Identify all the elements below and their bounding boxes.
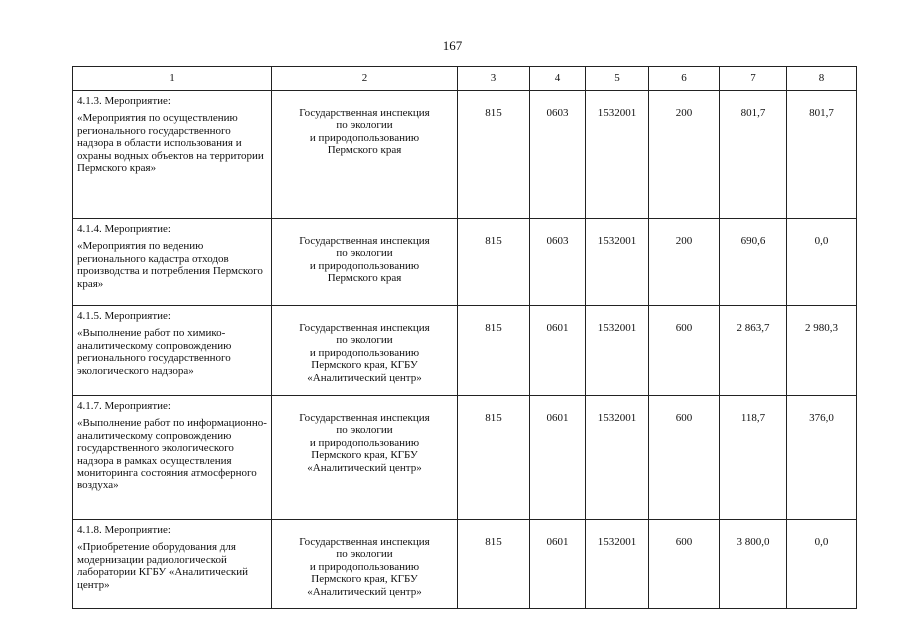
amount-col7: 118,7	[720, 396, 787, 520]
executor-line: Государственная инспекция	[299, 107, 430, 119]
grbs-code: 815	[458, 219, 530, 306]
executor-line: по экологии	[336, 119, 393, 132]
target-article-code: 1532001	[586, 219, 649, 306]
header-cell: 8	[787, 67, 857, 91]
measure-description: «Выполнение работ по информационно-аналитическому сопровождению государственного экологического надзора в рамках осуществления мониторинга состояния атмосферного воздуха»	[77, 417, 267, 492]
amount-col7: 3 800,0	[720, 520, 787, 609]
header-row	[73, 67, 857, 91]
executor-cell	[272, 396, 458, 520]
executor-line: Пермского края	[327, 272, 402, 285]
executor-line: по экологии	[336, 548, 393, 561]
executor-line: Пермского края	[327, 144, 402, 157]
executor-line: Пермского края, КГБУ	[311, 359, 418, 372]
executor-line: Государственная инспекция	[299, 536, 430, 548]
measure-title: 4.1.5. Мероприятие:	[77, 310, 171, 322]
section-code: 0601	[530, 306, 586, 396]
target-article-code: 1532001	[586, 306, 649, 396]
expense-type-code: 200	[649, 91, 720, 219]
target-article-code: 1532001	[586, 520, 649, 609]
executor-cell	[272, 91, 458, 219]
header-cell: 7	[720, 67, 787, 91]
executor-line: и природопользованию	[309, 560, 420, 573]
amount-col8: 0,0	[787, 520, 857, 609]
executor-cell	[272, 306, 458, 396]
executor-line: по экологии	[336, 334, 393, 347]
measure-title: 4.1.7. Мероприятие:	[77, 400, 171, 412]
table-row	[73, 91, 857, 219]
expense-type-code: 600	[649, 306, 720, 396]
section-code: 0603	[530, 91, 586, 219]
table-row	[73, 396, 857, 520]
expense-type-code: 600	[649, 396, 720, 520]
measure-cell	[73, 219, 272, 306]
section-code: 0603	[530, 219, 586, 306]
section-code: 0601	[530, 520, 586, 609]
measure-title: 4.1.4. Мероприятие:	[77, 223, 171, 235]
amount-col7: 2 863,7	[720, 306, 787, 396]
header-cell: 2	[272, 67, 458, 91]
executor-line: по экологии	[336, 247, 393, 260]
header-cell: 6	[649, 67, 720, 91]
measure-cell	[73, 520, 272, 609]
section-code: 0601	[530, 396, 586, 520]
executor-line: Государственная инспекция	[299, 412, 430, 424]
grbs-code: 815	[458, 520, 530, 609]
header-cell: 3	[458, 67, 530, 91]
executor-line: Государственная инспекция	[299, 322, 430, 334]
executor-line: и природопользованию	[309, 346, 420, 359]
table-row	[73, 219, 857, 306]
executor-line: Пермского края, КГБУ	[311, 449, 418, 462]
measure-cell	[73, 396, 272, 520]
executor-line: «Аналитический центр»	[307, 371, 422, 384]
header-cell: 4	[530, 67, 586, 91]
measure-title: 4.1.3. Мероприятие:	[77, 95, 171, 107]
executor-line: и природопользованию	[309, 259, 420, 272]
grbs-code: 815	[458, 396, 530, 520]
measure-cell	[73, 91, 272, 219]
amount-col8: 0,0	[787, 219, 857, 306]
executor-cell	[272, 219, 458, 306]
grbs-code: 815	[458, 306, 530, 396]
executor-line: Пермского края, КГБУ	[311, 573, 418, 586]
table-row	[73, 306, 857, 396]
executor-line: по экологии	[336, 424, 393, 437]
amount-col8: 2 980,3	[787, 306, 857, 396]
header-cell: 5	[586, 67, 649, 91]
budget-table	[72, 66, 857, 609]
executor-line: «Аналитический центр»	[307, 461, 422, 474]
header-cell: 1	[73, 67, 272, 91]
executor-line: «Аналитический центр»	[307, 585, 422, 598]
executor-line: Государственная инспекция	[299, 235, 430, 247]
amount-col7: 801,7	[720, 91, 787, 219]
expense-type-code: 200	[649, 219, 720, 306]
target-article-code: 1532001	[586, 91, 649, 219]
amount-col8: 376,0	[787, 396, 857, 520]
amount-col8: 801,7	[787, 91, 857, 219]
executor-cell	[272, 520, 458, 609]
executor-line: и природопользованию	[309, 436, 420, 449]
amount-col7: 690,6	[720, 219, 787, 306]
target-article-code: 1532001	[586, 396, 649, 520]
measure-description: «Мероприятия по ведению регионального кадастра отходов производства и потребления Пермского края»	[77, 240, 263, 290]
executor-line: и природопользованию	[309, 131, 420, 144]
measure-description: «Выполнение работ по химико-аналитическому сопровождению регионального государственного экологического надзора»	[77, 327, 232, 377]
expense-type-code: 600	[649, 520, 720, 609]
measure-description: «Мероприятия по осуществлению регионального государственного надзора в области использования и охраны водных объектов на территории Пермского края»	[77, 112, 264, 175]
page-number: 167	[442, 38, 463, 53]
table-row	[73, 520, 857, 609]
measure-cell	[73, 306, 272, 396]
grbs-code: 815	[458, 91, 530, 219]
measure-description: «Приобретение оборудования для модернизации радиологической лаборатории КГБУ «Аналитический центр»	[77, 541, 248, 591]
measure-title: 4.1.8. Мероприятие:	[77, 524, 171, 536]
